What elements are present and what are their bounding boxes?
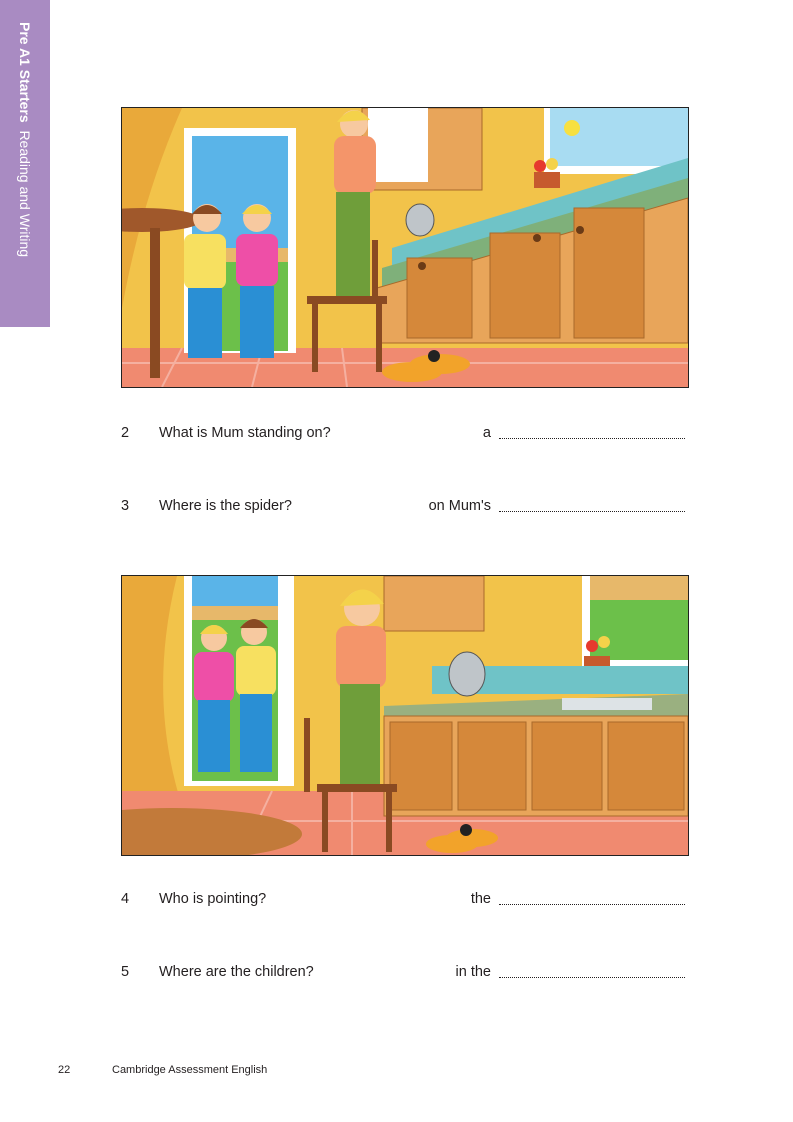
publisher-name: Cambridge Assessment English	[112, 1064, 268, 1076]
side-tab-section: Reading and Writing	[17, 130, 33, 258]
question-number: 3	[121, 498, 130, 514]
question-number: 2	[121, 425, 130, 441]
illustration-kitchen-1	[121, 107, 689, 388]
question-4	[121, 891, 687, 915]
answer-prefix: a	[482, 425, 491, 441]
question-3	[121, 498, 687, 522]
illustration-kitchen-2	[121, 575, 689, 856]
side-tab-level: Pre A1 Starters	[17, 22, 33, 123]
question-number: 5	[121, 964, 130, 980]
answer-line[interactable]	[499, 977, 685, 978]
side-tab-label	[16, 22, 36, 312]
question-text: Where is the spider?	[159, 498, 292, 514]
page-number: 22	[58, 1064, 71, 1076]
answer-line[interactable]	[499, 904, 685, 905]
answer-prefix: in the	[455, 964, 491, 980]
kitchen-scene-2-svg	[122, 576, 688, 855]
answer-line[interactable]	[499, 511, 685, 512]
kitchen-scene-1-svg	[122, 108, 688, 387]
answer-prefix: the	[470, 891, 491, 907]
side-tab	[0, 0, 50, 327]
question-5	[121, 964, 687, 988]
question-2	[121, 425, 687, 449]
answer-line[interactable]	[499, 438, 685, 439]
answer-prefix: on Mum's	[428, 498, 491, 514]
question-text: Who is pointing?	[159, 891, 267, 907]
question-text: What is Mum standing on?	[159, 425, 331, 441]
question-number: 4	[121, 891, 130, 907]
question-text: Where are the children?	[159, 964, 314, 980]
